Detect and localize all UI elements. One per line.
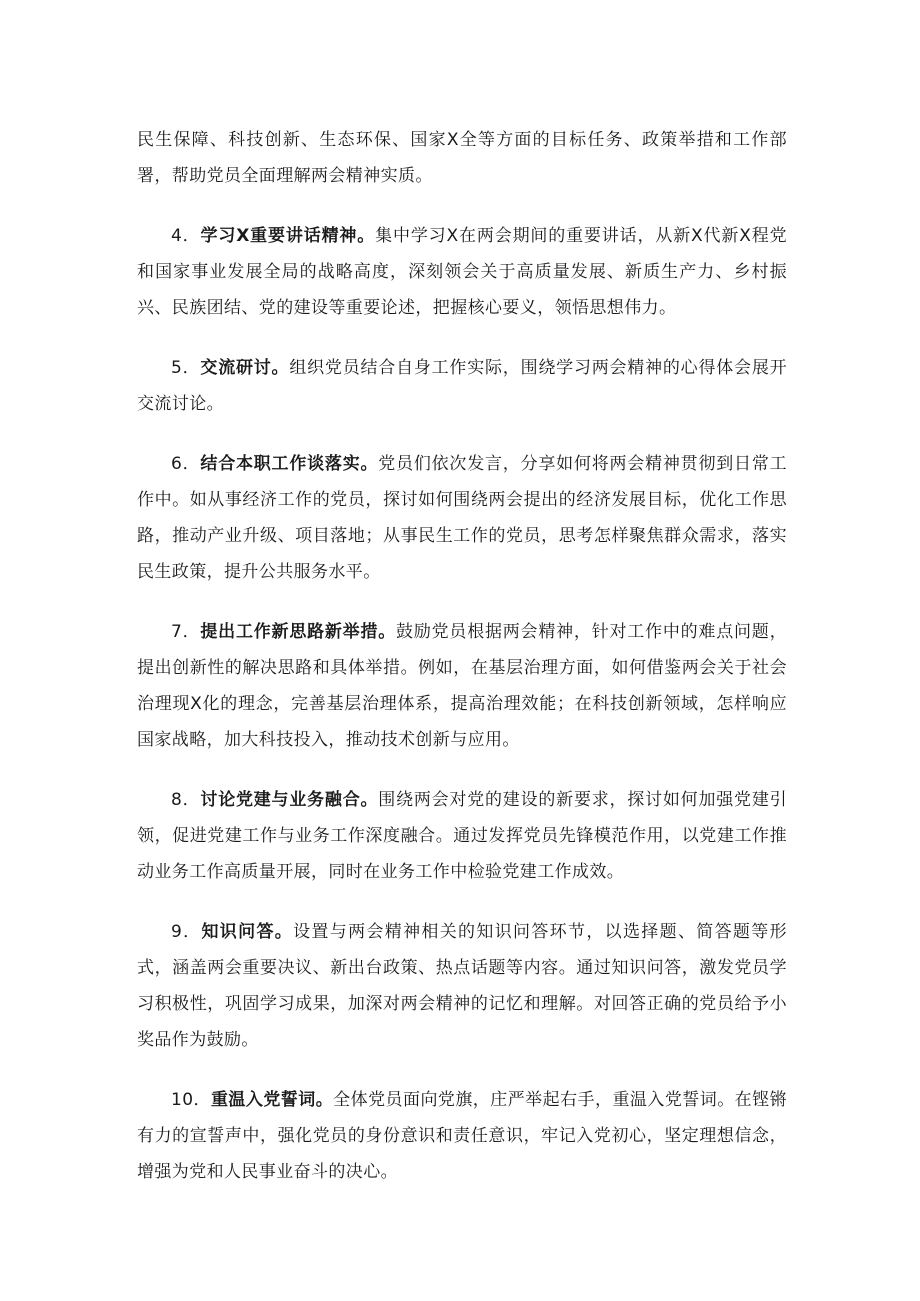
paragraph-item-8 xyxy=(137,782,787,890)
item-heading: 学习X重要讲话精神。 xyxy=(200,226,376,246)
item-heading: 交流研讨。 xyxy=(200,358,290,378)
paragraph-item-9 xyxy=(137,914,787,1058)
item-body: 集中学习X在两会期间的重要讲话，从新X代新X程党和国家事业发展全局的战略高度，深刻领会关于高质量发展、新质生产力、乡村振兴、民族团结、党的建设等重要论述，把握核心要义，领悟思想伟力。 xyxy=(137,226,787,318)
paragraph-item-4 xyxy=(137,218,787,326)
item-body: 设置与两会精神相关的知识问答环节，以选择题、简答题等形式，涵盖两会重要决议、新出台政策、热点话题等内容。通过知识问答，激发党员学习积极性，巩固学习成果，加深对两会精神的记忆和理解。对回答正确的党员给予小奖品作为鼓励。 xyxy=(137,922,787,1050)
paragraph-body: 民生保障、科技创新、生态环保、国家X全等方面的目标任务、政策举措和工作部署，帮助党员全面理解两会精神实质。 xyxy=(137,130,787,186)
paragraph-continuation xyxy=(137,122,787,194)
item-body: 党员们依次发言，分享如何将两会精神贯彻到日常工作中。如从事经济工作的党员，探讨如何围绕两会提出的经济发展目标，优化工作思路，推动产业升级、项目落地；从事民生工作的党员，思考怎样聚焦群众需求，落实民生政策，提升公共服务水平。 xyxy=(137,454,788,582)
item-body: 组织党员结合自身工作实际，围绕学习两会精神的心得体会展开交流讨论。 xyxy=(137,358,788,414)
item-heading: 知识问答。 xyxy=(201,922,294,942)
item-heading: 讨论党建与业务融合。 xyxy=(200,790,379,810)
item-number: 7． xyxy=(171,622,201,642)
item-body: 围绕两会对党的建设的新要求，探讨如何加强党建引领，促进党建工作与业务工作深度融合。通过发挥党员先锋模范作用，以党建工作推动业务工作高质量开展，同时在业务工作中检验党建工作成效。 xyxy=(137,790,788,882)
item-number: 5． xyxy=(171,358,201,378)
paragraph-item-5 xyxy=(137,350,787,422)
item-body: 鼓励党员根据两会精神，针对工作中的难点问题，提出创新性的解决思路和具体举措。例如，在基层治理方面，如何借鉴两会关于社会治理现X化的理念，完善基层治理体系，提高治理效能；在科技创新领域，怎样响应国家战略，加大科技投入，推动技术创新与应用。 xyxy=(137,622,787,750)
paragraph-item-6 xyxy=(137,446,787,590)
item-heading: 结合本职工作谈落实。 xyxy=(200,454,379,474)
document-body xyxy=(137,122,787,1214)
paragraph-item-7 xyxy=(137,614,787,758)
item-number: 6． xyxy=(171,454,201,474)
item-number: 4． xyxy=(171,226,201,246)
paragraph-item-10 xyxy=(137,1082,787,1190)
item-number: 10． xyxy=(171,1090,211,1110)
item-number: 8． xyxy=(171,790,201,810)
item-heading: 提出工作新思路新举措。 xyxy=(200,622,397,642)
item-heading: 重温入党誓词。 xyxy=(210,1090,334,1110)
item-body: 全体党员面向党旗，庄严举起右手，重温入党誓词。在铿锵有力的宣誓声中，强化党员的身份意识和责任意识，牢记入党初心，坚定理想信念，增强为党和人民事业奋斗的决心。 xyxy=(137,1090,787,1182)
item-number: 9． xyxy=(171,922,202,942)
